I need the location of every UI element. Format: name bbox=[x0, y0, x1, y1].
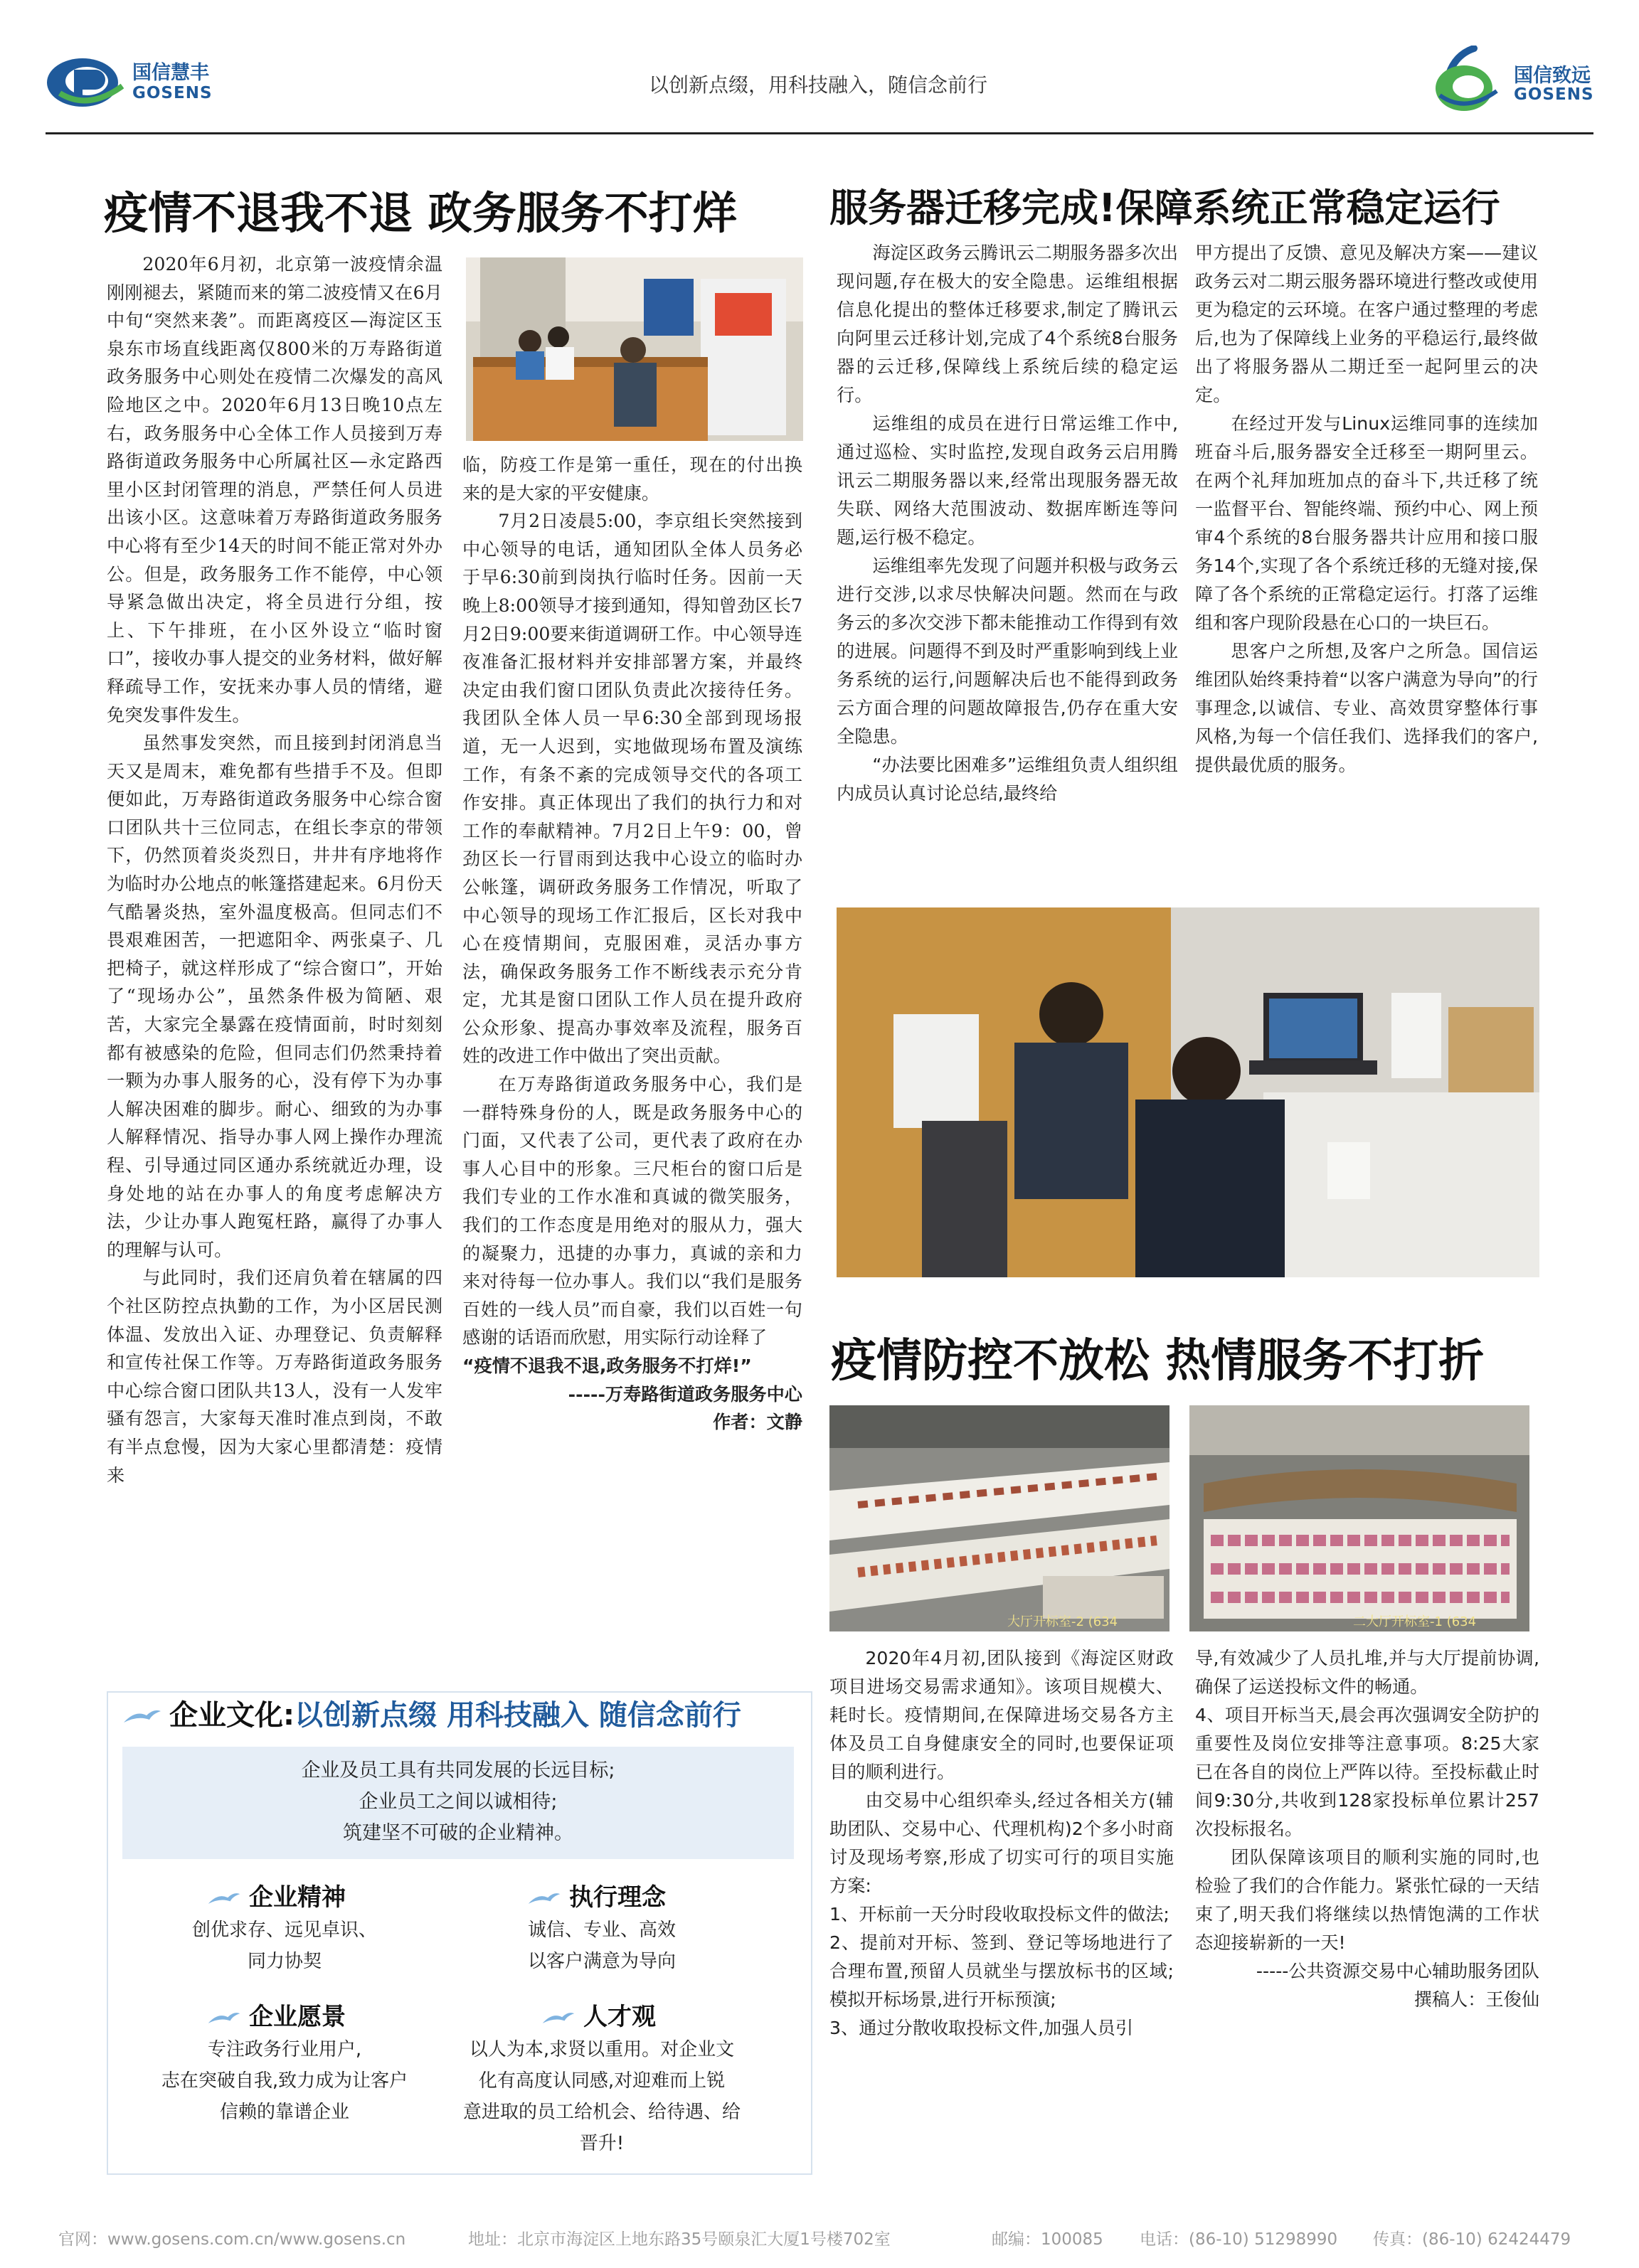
article2-paragraph: 思客户之所想,及客户之所急。国信运维团队始终秉持着“以客户满意为导向”的行事理念,以诚信、专业、高效贯穿整体行事风格,为每一个信任我们、选择我们的客户,提供最优质的服务。 bbox=[1195, 641, 1538, 775]
article1-paragraph: 虽然事发突然，而且接到封闭消息当天又是周末，难免都有些措手不及。但即便如此，万寿路街道政务服务中心综合窗口团队共十三位同志，在组长李京的带领下，仍然顶着炎炎烈日，井井有序地将作为临时办公地点的帐篷搭建起来。6月份天气酷暑炎热，室外温度极高。但同志们不畏艰难困苦，一把遮阳伞、两张桌子、几把椅子，就这样形成了“综合窗口”，开始了“现场办公”，虽然条件极为简陋、艰苦，大家完全暴露在疫情面前，时时刻刻都有被感染的危险，但同志们仍然秉持着一颗为办事人服务的心，没有停下为办事人解决困难的脚步。耐心、细致的为办事人解释情况、指导办事人网上操作办理流程、引导通过同区通办系统就近办理，设身处地的站在办事人的角度考虑解决方法，少让办事人跑冤枉路，赢得了办事人的理解与认可。 bbox=[107, 733, 442, 1260]
article1-source: -----万寿路街道政务服务中心 bbox=[568, 1383, 802, 1405]
article3-column-left bbox=[829, 1644, 1174, 2043]
culture-cell-line: 专注政务行业用户, bbox=[207, 2039, 362, 2060]
culture-cell-line: 化有高度认同感,对迎难而上锐 bbox=[478, 2070, 726, 2092]
culture-intro-line: 企业员工之间以诚相待; bbox=[359, 1791, 558, 1813]
left-logo-en: GOSENS bbox=[132, 84, 213, 102]
culture-cell-line: 诚信、专业、高效 bbox=[527, 1920, 676, 1941]
culture-cell-head: 企业愿景 bbox=[206, 1997, 346, 2032]
article2-paragraph: 甲方提出了反馈、意见及解决方案——建议政务云对二期云服务器环境进行整改或使用更为稳定的云环境。在客户通过整理的考虑后,也为了保障线上业务的平稳运行,最终做出了将服务器从二期迁至一起阿里云的决定。 bbox=[1195, 243, 1538, 405]
article2-title: 服务器迁移完成!保障系统正常稳定运行 bbox=[829, 186, 1500, 230]
article3-paragraph: 团队保障该项目的顺利实施的同时,也检验了我们的合作能力。紧张忙碌的一天结束了,明天我们将继续以热情饱满的工作状态迎接崭新的一天! bbox=[1195, 1847, 1539, 1953]
swallow-icon bbox=[206, 1890, 242, 1907]
article3-author: 撰稿人：王俊仙 bbox=[1413, 1989, 1539, 2010]
culture-cell-body bbox=[135, 2034, 434, 2128]
article3-paragraph: 导,有效减少了人员扎堆,并与大厅提前协调,确保了运送投标文件的畅通。 bbox=[1195, 1648, 1539, 1697]
article2-column-left bbox=[837, 239, 1178, 808]
header-rule bbox=[46, 132, 1593, 134]
service-window-photo bbox=[466, 257, 803, 441]
article3-paragraph: 2020年4月初,团队接到《海淀区财政项目进场交易需求通知》。该项目规模大、耗时长。疫情期间,在保障进场交易各方主体及员工自身健康安全的同时,也要保证项目的顺利进行。 bbox=[829, 1648, 1174, 1782]
swallow-icon bbox=[206, 2010, 242, 2027]
article3-step: 4、项目开标当天,晨会再次强调安全防护的重要性及岗位安排等注意事项。8:25大家已在各自的岗位上严阵以待。至投标截止时间9:30分,共收到128家投标单位累计257次投标报名。 bbox=[1195, 1705, 1539, 1839]
culture-intro-line: 筑建坚不可破的企业精神。 bbox=[343, 1822, 573, 1844]
header-slogan: 以创新点缀，用科技融入，随信念前行 bbox=[648, 73, 987, 97]
article1-author: 作者：文静 bbox=[713, 1411, 802, 1433]
swallow-icon bbox=[541, 2010, 576, 2027]
culture-cell-head: 人才观 bbox=[541, 1997, 656, 2032]
article2-paragraph: 运维组的成员在进行日常运维工作中,通过巡检、实时监控,发现自政务云启用腾讯云二期服务器以来,经常出现服务器无故失联、网络大范围波动、数据库断连等问题,运行极不稳定。 bbox=[837, 413, 1178, 548]
right-logo-cn: 国信致远 bbox=[1514, 65, 1591, 87]
article1-column-left bbox=[107, 250, 442, 1489]
article3-source: -----公共资源交易中心辅助服务团队 bbox=[1256, 1961, 1539, 1981]
swallow-icon bbox=[122, 1707, 162, 1727]
culture-cell-body bbox=[460, 1915, 744, 1977]
culture-cell-head: 执行理念 bbox=[526, 1878, 666, 1912]
culture-intro bbox=[122, 1747, 794, 1859]
culture-cell-line: 晋升! bbox=[579, 2133, 625, 2154]
article2-paragraph: 海淀区政务云腾讯云二期服务器多次出现问题,存在极大的安全隐患。运维组根据信息化提出的整体迁移要求,制定了腾讯云向阿里云迁移计划,完成了4个系统8台服务器的云迁移,保障线上系统后续的稳定运行。 bbox=[837, 243, 1178, 405]
culture-cell-line: 以人为本,求贤以重用。对企业文 bbox=[469, 2039, 735, 2060]
culture-title bbox=[122, 1693, 741, 1733]
right-logo-en: GOSENS bbox=[1514, 85, 1594, 104]
article2-column-right bbox=[1195, 239, 1538, 779]
footer-phone: 电话：(86-10) 51298990 bbox=[1140, 2230, 1338, 2249]
culture-cell-line: 以客户满意为导向 bbox=[527, 1951, 676, 1972]
swallow-icon bbox=[526, 1890, 562, 1907]
article2-paragraph: 在经过开发与Linux运维同事的连续加班奋斗后,服务器安全迁移至一期阿里云。在两个礼拜加班加点的奋斗下,共迁移了统一监督平台、智能终端、预约中心、网上预审4个系统的8台服务器共计应用和接口服务14个,实现了各个系统迁移的无缝对接,保障了各个系统的正常稳定运行。打落了运维组和客户现阶段悬在心口的一块巨石。 bbox=[1195, 413, 1538, 633]
photo1-caption: 大厅开标室-2 (634 bbox=[1007, 1614, 1118, 1629]
article3-step: 1、开标前一天分时段收取投标文件的做法; bbox=[829, 1904, 1169, 1924]
article3-step: 2、提前对开标、签到、登记等场地进行了合理布置,预留人员就坐与摆放标书的区域;模拟开标场景,进行开标预演; bbox=[829, 1932, 1174, 2010]
footer-website[interactable]: 官网：www.gosens.com.cn/www.gosens.cn bbox=[58, 2230, 406, 2249]
culture-intro-line: 企业及员工具有共同发展的长远目标; bbox=[301, 1759, 615, 1782]
left-logo bbox=[46, 54, 259, 111]
article1-paragraph: 2020年6月初，北京第一波疫情余温刚刚褪去，紧随而来的第二波疫情又在6月中旬“突然来袭”。而距离疫区—海淀区玉泉东市场直线距离仅800米的万寿路街道政务服务中心则处在疫情二次爆发的高风险地区之中。2020年6月13日晚10点左右，政务服务中心全体工作人员接到万寿路街道政务服务中心所属社区—永定路西里小区封闭管理的消息，严禁任何人员进出该小区。这意味着万寿路街道政务服务中心将有至少14天的时间不能正常对外办公。但是，政务服务工作不能停，中心领导紧急做出决定，将全员进行分组，按上、下午排班，在小区外设立“临时窗口”，接收办事人提交的业务材料，做好解释疏导工作，安抚来办事人员的情绪，避免突发事件发生。 bbox=[107, 254, 442, 725]
article1-paragraph: 临，防疫工作是第一重任，现在的付出换来的是大家的平安健康。 bbox=[462, 454, 802, 504]
article1-paragraph: 在万寿路街道政务服务中心，我们是一群特殊身份的人，既是政务服务中心的门面，又代表了公司，更代表了政府在办事人心目中的形象。三尺柜台的窗口后是我们专业的工作水准和真诚的微笑服务，我们的工作态度是用绝对的服从力，强大的凝聚力，迅捷的办事力，真诚的亲和力来对待每一位办事人。我们以“我们是服务百姓的一线人员”而自豪，我们以百姓一句感谢的话语而欣慰，用实际行动诠释了 bbox=[462, 1074, 802, 1348]
left-logo-cn: 国信慧丰 bbox=[132, 62, 209, 84]
culture-cell-line: 志在突破自我,致力成为让客户 bbox=[161, 2070, 408, 2092]
article1-title: 疫情不退我不退 政务服务不打烊 bbox=[104, 187, 737, 239]
culture-cell-line: 同力协契 bbox=[247, 1951, 322, 1972]
server-migration-photo bbox=[837, 907, 1539, 1277]
article3-title: 疫情防控不放松 热情服务不打折 bbox=[831, 1335, 1485, 1388]
article3-step: 3、通过分散收取投标文件,加强人员引 bbox=[829, 2018, 1134, 2038]
culture-cell-line: 创优求存、远见卓识、 bbox=[191, 1920, 377, 1941]
article2-paragraph: 运维组率先发现了问题并积极与政务云进行交涉,以求尽快解决问题。然而在与政务云的多次交涉下都未能推动工作得到有效的进展。问题得不到及时严重影响到线上业务系统的运行,问题解决后也不能得到政务云方面合理的问题故障报告,仍存在重大安全隐患。 bbox=[837, 555, 1178, 747]
culture-cell-body bbox=[452, 2034, 751, 2159]
culture-title-value: 以创新点缀 用科技融入 随信念前行 bbox=[295, 1699, 741, 1732]
culture-cell-line: 意进取的员工给机会、给待遇、给 bbox=[462, 2102, 741, 2123]
article1-column-right bbox=[462, 451, 802, 1437]
footer-address: 地址：北京市海淀区上地东路35号颐泉汇大厦1号楼702室 bbox=[468, 2230, 891, 2249]
gosens-zhiyuan-logo-icon bbox=[1430, 46, 1504, 117]
footer-fax: 传真：(86-10) 62424479 bbox=[1373, 2230, 1571, 2249]
right-logo bbox=[1430, 46, 1622, 117]
bid-opening-hall-photo-2 bbox=[1189, 1405, 1529, 1631]
gosens-logo-icon bbox=[46, 54, 124, 111]
culture-cell-line: 信赖的靠谱企业 bbox=[219, 2102, 349, 2123]
article3-paragraph: 由交易中心组织牵头,经过各相关方(辅助团队、交易中心、代理机构)2个多小时商讨及现场考察,形成了切实可行的项目实施方案: bbox=[829, 1790, 1174, 1896]
article3-column-right bbox=[1195, 1644, 1539, 2014]
culture-title-key: 企业文化: bbox=[169, 1699, 295, 1732]
article1-paragraph: 7月2日凌晨5:00，李京组长突然接到中心领导的电话，通知团队全体人员务必于早6:30前到岗执行临时任务。因前一天晚上8:00领导才接到通知，得知曾劲区长7月2日9:00要来街道调研工作。中心领导连夜准备汇报材料并安排部署方案，并最终决定由我们窗口团队负责此次接待任务。我团队全体人员一早6:30全部到现场报道，无一人迟到，实地做现场布置及演练工作，有条不紊的完成领导交代的各项工作安排。真正体现出了我们的执行力和对工作的奉献精神。7月2日上午9：00，曾劲区长一行冒雨到达我中心设立的临时办公帐篷，调研政务服务工作情况，听取了中心领导的现场工作汇报后，区长对我中心在疫情期间，克服困难，灵活办事方法，确保政务服务工作不断线表示充分肯定，尤其是窗口团队工作人员在提升政府公众形象、提高办事效率及流程，服务百姓的改进工作中做出了突出贡献。 bbox=[462, 511, 802, 1067]
photo2-caption: 二大厅开标室-1 (634 bbox=[1353, 1614, 1477, 1629]
culture-cell-body bbox=[149, 1915, 420, 1977]
article2-paragraph: “办法要比困难多”运维组负责人组织组内成员认真讨论总结,最终给 bbox=[837, 755, 1178, 804]
article1-paragraph: 与此同时，我们还肩负着在辖属的四个社区防控点执勤的工作，为小区居民测体温、发放出入证、办理登记、负责解释和宣传社保工作等。万寿路街道政务服务中心综合窗口团队共13人，没有一人发牢骚有怨言，大家每天准时准点到岗，不敢有半点怠慢，因为大家心里都清楚：疫情来 bbox=[107, 1267, 442, 1486]
bid-opening-hall-photo-1 bbox=[829, 1405, 1169, 1631]
article1-closing-slogan: “疫情不退我不退,政务服务不打烊!” bbox=[462, 1356, 752, 1376]
culture-cell-head: 企业精神 bbox=[206, 1878, 346, 1912]
footer-postcode: 邮编：100085 bbox=[992, 2230, 1103, 2249]
